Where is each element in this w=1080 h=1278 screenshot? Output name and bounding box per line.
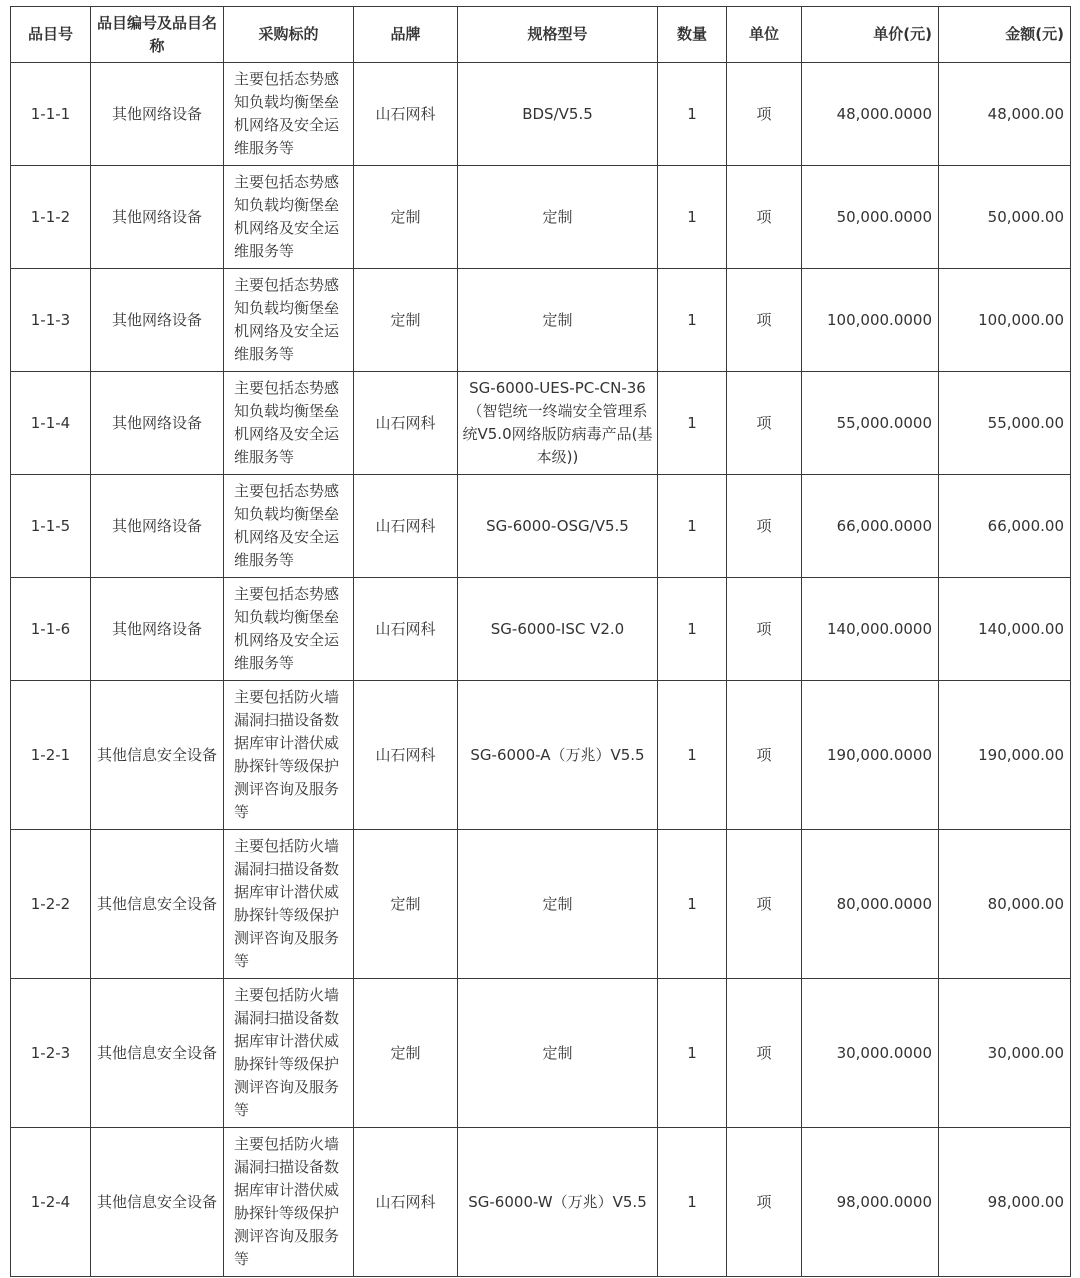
cell-brand: 定制: [354, 166, 458, 269]
cell-unit-price: 98,000.0000: [802, 1128, 939, 1277]
header-procurement-target: 采购标的: [224, 7, 354, 63]
cell-quantity: 1: [658, 269, 727, 372]
cell-brand: 山石网科: [354, 475, 458, 578]
table-row: [11, 372, 1071, 475]
cell-procurement-target: 主要包括态势感知负载均衡堡垒机网络及安全运维服务等: [224, 269, 354, 372]
cell-item-name: 其他网络设备: [91, 372, 224, 475]
cell-brand: 定制: [354, 269, 458, 372]
procurement-table: [10, 6, 1071, 1277]
header-unit: 单位: [727, 7, 802, 63]
cell-item-name: 其他网络设备: [91, 63, 224, 166]
cell-brand: 山石网科: [354, 1128, 458, 1277]
header-amount: 金额(元): [939, 7, 1071, 63]
cell-item-no: 1-1-2: [11, 166, 91, 269]
cell-procurement-target: 主要包括态势感知负载均衡堡垒机网络及安全运维服务等: [224, 166, 354, 269]
cell-item-name: 其他信息安全设备: [91, 979, 224, 1128]
cell-procurement-target: 主要包括态势感知负载均衡堡垒机网络及安全运维服务等: [224, 63, 354, 166]
cell-unit: 项: [727, 372, 802, 475]
cell-unit-price: 50,000.0000: [802, 166, 939, 269]
cell-procurement-target: 主要包括防火墙漏洞扫描设备数据库审计潜伏威胁探针等级保护测评咨询及服务等: [224, 681, 354, 830]
cell-quantity: 1: [658, 681, 727, 830]
cell-quantity: 1: [658, 578, 727, 681]
table-row: [11, 269, 1071, 372]
cell-unit-price: 140,000.0000: [802, 578, 939, 681]
cell-item-name: 其他信息安全设备: [91, 830, 224, 979]
cell-item-no: 1-2-4: [11, 1128, 91, 1277]
header-brand: 品牌: [354, 7, 458, 63]
cell-spec-model: 定制: [458, 830, 658, 979]
table-row: [11, 166, 1071, 269]
cell-unit: 项: [727, 830, 802, 979]
cell-unit-price: 80,000.0000: [802, 830, 939, 979]
cell-spec-model: BDS/V5.5: [458, 63, 658, 166]
cell-brand: 山石网科: [354, 681, 458, 830]
cell-item-name: 其他信息安全设备: [91, 681, 224, 830]
cell-procurement-target: 主要包括态势感知负载均衡堡垒机网络及安全运维服务等: [224, 578, 354, 681]
header-spec-model: 规格型号: [458, 7, 658, 63]
cell-unit-price: 55,000.0000: [802, 372, 939, 475]
cell-item-name: 其他网络设备: [91, 578, 224, 681]
cell-brand: 山石网科: [354, 63, 458, 166]
cell-item-no: 1-2-3: [11, 979, 91, 1128]
cell-unit: 项: [727, 166, 802, 269]
cell-brand: 定制: [354, 830, 458, 979]
cell-procurement-target: 主要包括防火墙漏洞扫描设备数据库审计潜伏威胁探针等级保护测评咨询及服务等: [224, 979, 354, 1128]
cell-spec-model: SG-6000-UES-PC-CN-36（智铠统一终端安全管理系统V5.0网络版防病毒产品(基本级)): [458, 372, 658, 475]
cell-procurement-target: 主要包括防火墙漏洞扫描设备数据库审计潜伏威胁探针等级保护测评咨询及服务等: [224, 830, 354, 979]
cell-amount: 190,000.00: [939, 681, 1071, 830]
cell-spec-model: 定制: [458, 269, 658, 372]
cell-amount: 30,000.00: [939, 979, 1071, 1128]
table-row: [11, 1128, 1071, 1277]
cell-unit: 项: [727, 1128, 802, 1277]
cell-item-no: 1-1-5: [11, 475, 91, 578]
cell-amount: 50,000.00: [939, 166, 1071, 269]
cell-item-no: 1-1-1: [11, 63, 91, 166]
table-row: [11, 830, 1071, 979]
cell-quantity: 1: [658, 830, 727, 979]
cell-amount: 100,000.00: [939, 269, 1071, 372]
cell-brand: 定制: [354, 979, 458, 1128]
cell-brand: 山石网科: [354, 578, 458, 681]
cell-spec-model: SG-6000-W（万兆）V5.5: [458, 1128, 658, 1277]
cell-quantity: 1: [658, 979, 727, 1128]
header-unit-price: 单价(元): [802, 7, 939, 63]
cell-spec-model: 定制: [458, 166, 658, 269]
cell-spec-model: SG-6000-OSG/V5.5: [458, 475, 658, 578]
cell-item-no: 1-2-2: [11, 830, 91, 979]
cell-unit-price: 48,000.0000: [802, 63, 939, 166]
cell-item-no: 1-1-3: [11, 269, 91, 372]
cell-amount: 140,000.00: [939, 578, 1071, 681]
cell-unit-price: 100,000.0000: [802, 269, 939, 372]
cell-item-no: 1-1-6: [11, 578, 91, 681]
cell-item-no: 1-2-1: [11, 681, 91, 830]
cell-item-no: 1-1-4: [11, 372, 91, 475]
cell-procurement-target: 主要包括态势感知负载均衡堡垒机网络及安全运维服务等: [224, 372, 354, 475]
table-header-row: [11, 7, 1071, 63]
cell-quantity: 1: [658, 63, 727, 166]
cell-unit-price: 30,000.0000: [802, 979, 939, 1128]
header-item-no: 品目号: [11, 7, 91, 63]
cell-procurement-target: 主要包括态势感知负载均衡堡垒机网络及安全运维服务等: [224, 475, 354, 578]
cell-unit: 项: [727, 578, 802, 681]
cell-quantity: 1: [658, 372, 727, 475]
table-row: [11, 475, 1071, 578]
cell-item-name: 其他网络设备: [91, 475, 224, 578]
cell-unit: 项: [727, 269, 802, 372]
cell-unit: 项: [727, 63, 802, 166]
cell-item-name: 其他信息安全设备: [91, 1128, 224, 1277]
table-row: [11, 63, 1071, 166]
cell-spec-model: 定制: [458, 979, 658, 1128]
cell-amount: 48,000.00: [939, 63, 1071, 166]
header-quantity: 数量: [658, 7, 727, 63]
cell-amount: 80,000.00: [939, 830, 1071, 979]
cell-procurement-target: 主要包括防火墙漏洞扫描设备数据库审计潜伏威胁探针等级保护测评咨询及服务等: [224, 1128, 354, 1277]
cell-quantity: 1: [658, 166, 727, 269]
cell-unit-price: 66,000.0000: [802, 475, 939, 578]
header-item-code-name: 品目编号及品目名称: [91, 7, 224, 63]
cell-unit: 项: [727, 979, 802, 1128]
cell-unit-price: 190,000.0000: [802, 681, 939, 830]
cell-amount: 55,000.00: [939, 372, 1071, 475]
cell-item-name: 其他网络设备: [91, 269, 224, 372]
cell-amount: 98,000.00: [939, 1128, 1071, 1277]
table-row: [11, 681, 1071, 830]
cell-quantity: 1: [658, 475, 727, 578]
cell-amount: 66,000.00: [939, 475, 1071, 578]
table-row: [11, 979, 1071, 1128]
cell-unit: 项: [727, 475, 802, 578]
table-row: [11, 578, 1071, 681]
cell-spec-model: SG-6000-A（万兆）V5.5: [458, 681, 658, 830]
cell-brand: 山石网科: [354, 372, 458, 475]
cell-quantity: 1: [658, 1128, 727, 1277]
cell-unit: 项: [727, 681, 802, 830]
cell-item-name: 其他网络设备: [91, 166, 224, 269]
cell-spec-model: SG-6000-ISC V2.0: [458, 578, 658, 681]
